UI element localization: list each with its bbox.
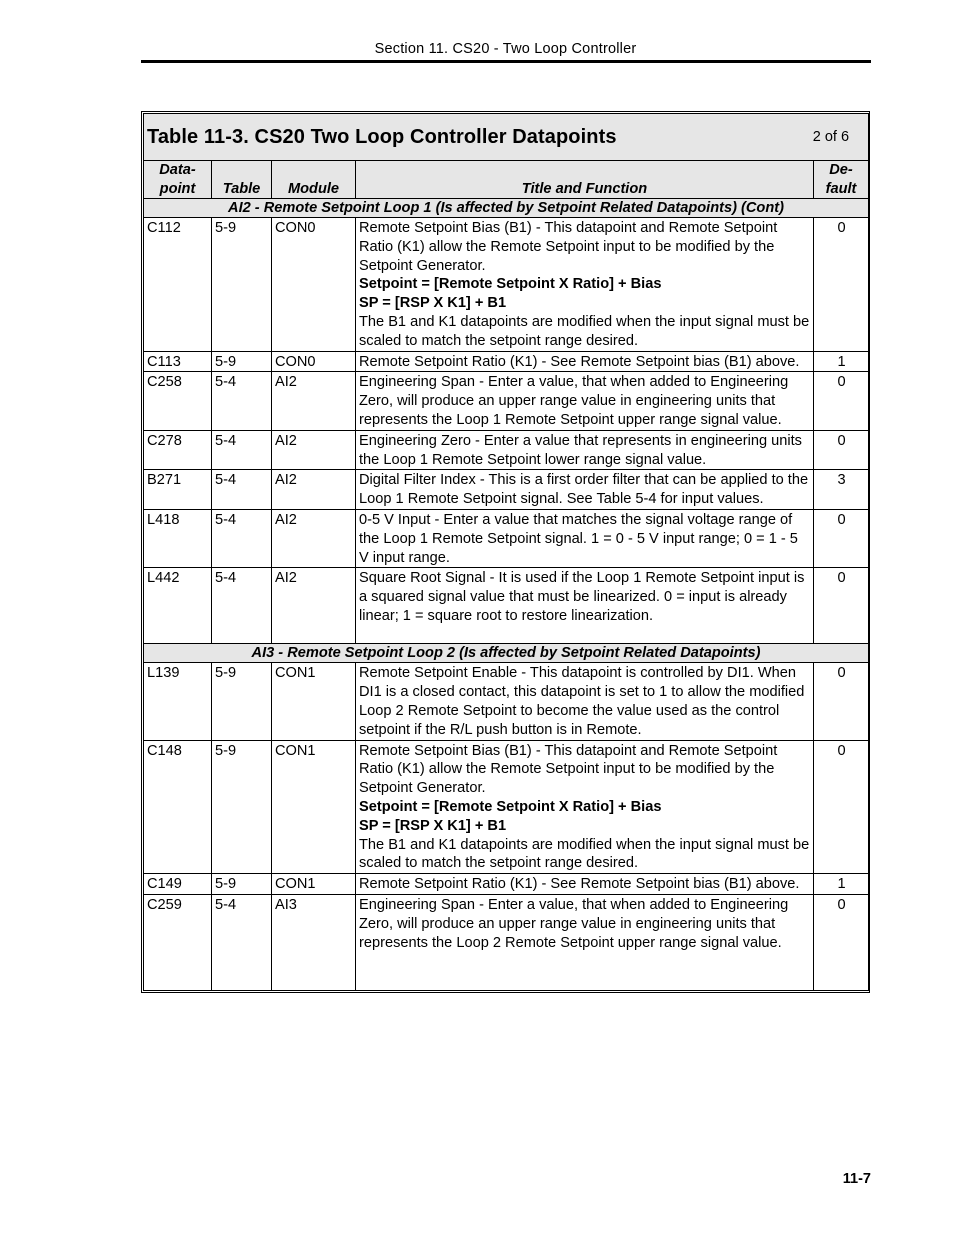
datapoint-cell: C148 xyxy=(144,740,212,874)
table-ref-cell: 5-4 xyxy=(212,430,272,470)
datapoint-cell: C259 xyxy=(144,894,212,990)
column-header-row xyxy=(144,161,869,199)
datapoint-cell: C113 xyxy=(144,351,212,372)
title-function-cell: Remote Setpoint Enable - This datapoint is controlled by DI1. When DI1 is a closed contact, this datapoint is set to 1 to allow the modified Loop 2 Remote Setpoint to become the value used as the control setpoint if the R/L push button is in Remote. xyxy=(356,663,814,740)
table-ref-cell: 5-9 xyxy=(212,218,272,352)
module-cell: AI2 xyxy=(272,430,356,470)
default-cell: 1 xyxy=(814,351,869,372)
column-header-table: Table xyxy=(212,161,272,199)
table-ref-cell: 5-9 xyxy=(212,663,272,740)
section-heading-row xyxy=(144,199,869,218)
section-heading: AI3 - Remote Setpoint Loop 2 (Is affected by Setpoint Related Datapoints) xyxy=(144,644,869,663)
datapoint-cell: L418 xyxy=(144,509,212,567)
datapoint-cell: C149 xyxy=(144,874,212,895)
table-page-indicator: 2 of 6 xyxy=(812,128,850,145)
module-cell: CON0 xyxy=(272,218,356,352)
page-number: 11-7 xyxy=(842,1171,871,1187)
module-cell: CON1 xyxy=(272,740,356,874)
datapoint-cell: C258 xyxy=(144,372,212,430)
table-row xyxy=(144,351,869,372)
datapoint-cell: B271 xyxy=(144,470,212,510)
module-cell: AI2 xyxy=(272,372,356,430)
default-cell: 0 xyxy=(814,894,869,990)
title-function-cell: Engineering Zero - Enter a value that represents in engineering units the Loop 1 Remote Setpoint lower range signal value. xyxy=(356,430,814,470)
title-function-cell: Digital Filter Index - This is a first order filter that can be applied to the Loop 1 Remote Setpoint signal. See Table 5-4 for input values. xyxy=(356,470,814,510)
title-function-cell: Engineering Span - Enter a value, that when added to Engineering Zero, will produce an upper range value in engineering units that represents the Loop 2 Remote Setpoint upper range signal value. xyxy=(356,894,814,990)
datapoint-cell: C112 xyxy=(144,218,212,352)
table-ref-cell: 5-4 xyxy=(212,568,272,644)
module-cell: CON1 xyxy=(272,874,356,895)
table-ref-cell: 5-9 xyxy=(212,874,272,895)
table-ref-cell: 5-4 xyxy=(212,470,272,510)
datapoints-table xyxy=(143,113,869,991)
table-ref-cell: 5-9 xyxy=(212,740,272,874)
table-row xyxy=(144,568,869,644)
module-cell: AI3 xyxy=(272,894,356,990)
table-row xyxy=(144,894,869,990)
title-function-cell: Remote Setpoint Ratio (K1) - See Remote Setpoint bias (B1) above. xyxy=(356,874,814,895)
table-row xyxy=(144,740,869,874)
running-head: Section 11. CS20 - Two Loop Controller xyxy=(374,41,637,57)
title-function-cell: Remote Setpoint Ratio (K1) - See Remote Setpoint bias (B1) above. xyxy=(356,351,814,372)
default-cell: 0 xyxy=(814,568,869,644)
datapoint-cell: L139 xyxy=(144,663,212,740)
default-cell: 0 xyxy=(814,740,869,874)
title-function-cell: Engineering Span - Enter a value, that when added to Engineering Zero, will produce an upper range value in engineering units that represents the Loop 1 Remote Setpoint upper range signal value. xyxy=(356,372,814,430)
table-ref-cell: 5-9 xyxy=(212,351,272,372)
column-header-module: Module xyxy=(272,161,356,199)
table-row xyxy=(144,430,869,470)
default-cell: 0 xyxy=(814,430,869,470)
module-cell: CON0 xyxy=(272,351,356,372)
column-header-default: De- fault xyxy=(814,161,869,199)
module-cell: AI2 xyxy=(272,568,356,644)
table-ref-cell: 5-4 xyxy=(212,372,272,430)
table-row xyxy=(144,509,869,567)
section-heading-row xyxy=(144,644,869,663)
default-cell: 0 xyxy=(814,218,869,352)
table-ref-cell: 5-4 xyxy=(212,509,272,567)
default-cell: 3 xyxy=(814,470,869,510)
datapoints-table-frame xyxy=(141,111,870,993)
header-rule xyxy=(141,60,871,63)
title-function-cell: Square Root Signal - It is used if the Loop 1 Remote Setpoint input is a squared signal value that must be linearized. 0 = input is already linear; 1 = square root to restore linearization. xyxy=(356,568,814,644)
default-cell: 0 xyxy=(814,372,869,430)
column-header-datapoint: Data- point xyxy=(144,161,212,199)
default-cell: 0 xyxy=(814,663,869,740)
default-cell: 0 xyxy=(814,509,869,567)
table-row xyxy=(144,372,869,430)
column-header-title-function: Title and Function xyxy=(356,161,814,199)
title-function-cell: Remote Setpoint Bias (B1) - This datapoint and Remote Setpoint Ratio (K1) allow the Remote Setpoint input to be modified by the Setpoint Generator. Setpoint = [Remote Setpoint X Ratio] + Bias SP = [RSP X K1] + B1 The B1 and K1 datapoints are modified when the input signal must be scaled to match the setpoint range desired. xyxy=(356,740,814,874)
table-ref-cell: 5-4 xyxy=(212,894,272,990)
module-cell: AI2 xyxy=(272,470,356,510)
table-row xyxy=(144,663,869,740)
table-title-row xyxy=(144,114,869,161)
default-cell: 1 xyxy=(814,874,869,895)
title-function-cell: Remote Setpoint Bias (B1) - This datapoint and Remote Setpoint Ratio (K1) allow the Remote Setpoint input to be modified by the Setpoint Generator. Setpoint = [Remote Setpoint X Ratio] + Bias SP = [RSP X K1] + B1 The B1 and K1 datapoints are modified when the input signal must be scaled to match the setpoint range desired. xyxy=(356,218,814,352)
section-heading: AI2 - Remote Setpoint Loop 1 (Is affected by Setpoint Related Datapoints) (Cont) xyxy=(144,199,869,218)
module-cell: AI2 xyxy=(272,509,356,567)
datapoint-cell: C278 xyxy=(144,430,212,470)
table-row xyxy=(144,470,869,510)
table-row xyxy=(144,874,869,895)
title-function-cell: 0-5 V Input - Enter a value that matches the signal voltage range of the Loop 1 Remote Setpoint signal. 1 = 0 - 5 V input range; 0 = 1 - 5 V input range. xyxy=(356,509,814,567)
datapoint-cell: L442 xyxy=(144,568,212,644)
module-cell: CON1 xyxy=(272,663,356,740)
table-title: Table 11-3. CS20 Two Loop Controller Datapoints xyxy=(147,125,617,148)
table-row xyxy=(144,218,869,352)
